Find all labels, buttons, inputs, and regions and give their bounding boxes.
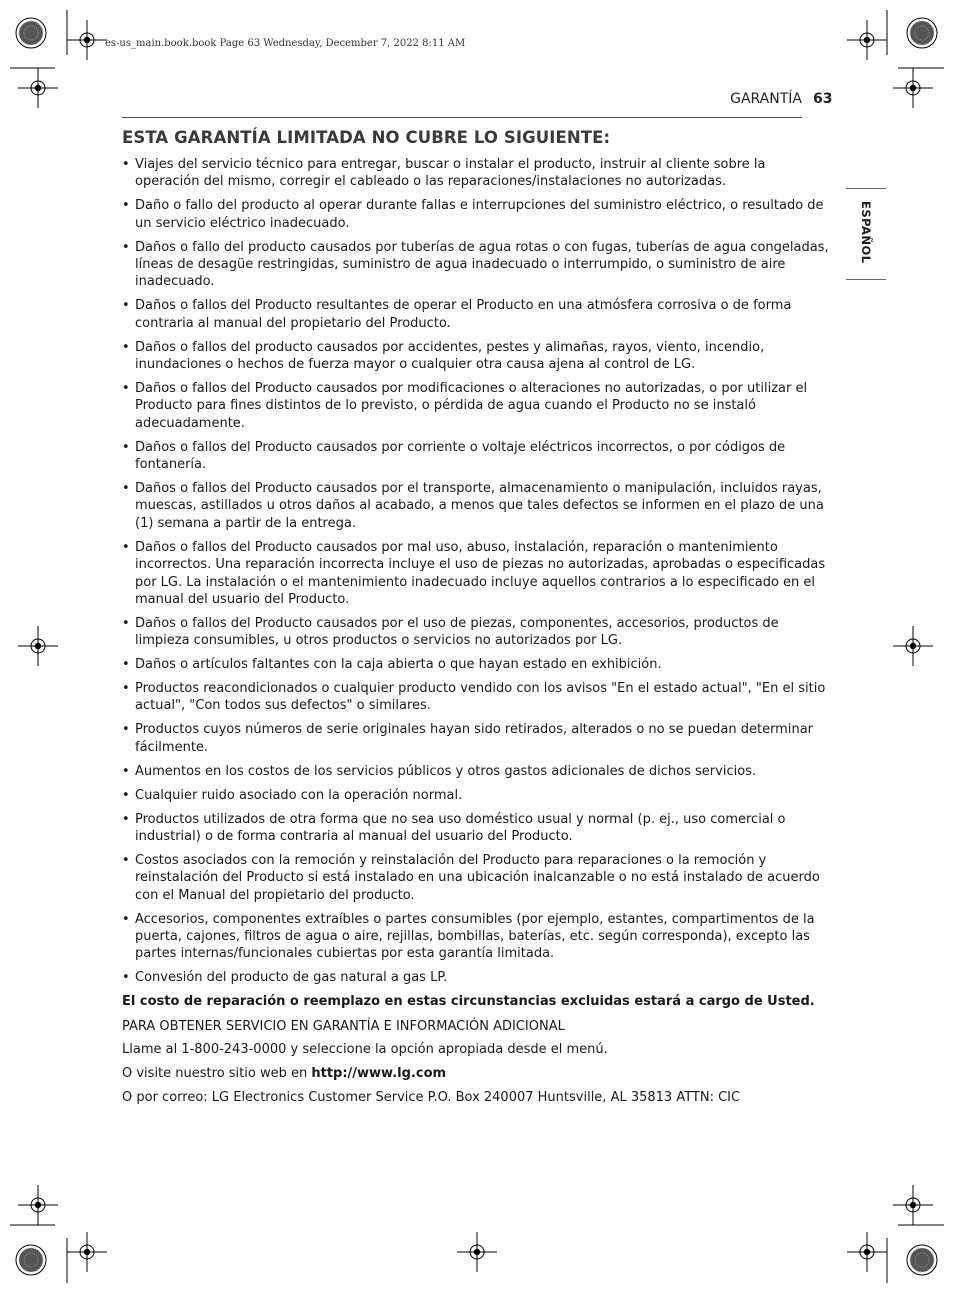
registration-mark [18, 68, 58, 108]
exclusions-list [122, 156, 834, 987]
page-title: ESTA GARANTÍA LIMITADA NO CUBRE LO SIGUIENTE: [122, 128, 611, 147]
registration-mark [893, 68, 933, 108]
list-item: • Productos reacondicionados o cualquier producto vendido con los avisos "En el estado actual", "En el sitio actual", "Con todos sus defectos" o similares. [122, 680, 834, 715]
registration-mark [847, 1232, 887, 1272]
registration-mark [893, 626, 933, 666]
list-item: • Daños o fallos del Producto causados por mal uso, abuso, instalación, reparación o mantenimiento incorrectos. Una reparación incorrecta incluye el uso de piezas no autorizadas, aprobadas o especificadas por LG. La instalación o el mantenimiento inadecuado incluye aquellos contrarios a lo especificado en el manual del usuario del Producto. [122, 539, 834, 609]
starburst-mark-top-left [16, 18, 46, 48]
registration-mark [893, 1185, 933, 1225]
list-item: • Daños o fallos del producto causados por accidentes, pestes y alimañas, rayos, viento, incendio, inundaciones o hechos de fuerza mayor o cualquier otra causa ajena al control de LG. [122, 339, 834, 374]
main-content [122, 128, 834, 1113]
list-item: • Viajes del servicio técnico para entregar, buscar o instalar el producto, instruir al cliente sobre la operación del mismo, corregir el cableado o las reparaciones/instalaciones no autorizadas. [122, 156, 834, 191]
list-item: • Daños o fallos del Producto causados por el transporte, almacenamiento o manipulación, incluidos rayas, muescas, astillados u otros daños al acabado, a menos que tales defectos se informen en el plazo de una (1) semana a partir de la entrega. [122, 480, 834, 532]
registration-mark [67, 20, 107, 60]
website-prefix: O visite nuestro sitio web en [122, 1066, 312, 1082]
service-heading: PARA OBTENER SERVICIO EN GARANTÍA E INFORMACIÓN ADICIONAL [122, 1018, 565, 1034]
list-item: • Costos asociados con la remoción y reinstalación del Producto para reparaciones o la remoción y reinstalación del Producto si está instalado en una ubicación inalcanzable o no está instalado de acuerdo con el Manual del propietario del producto. [122, 852, 834, 904]
list-item: • Daños o artículos faltantes con la caja abierta o que hayan estado en exhibición. [122, 656, 834, 673]
website-line [122, 1065, 834, 1082]
language-label: ESPAÑOL [859, 201, 873, 264]
starburst-mark-bottom-left [16, 1245, 46, 1275]
phone-line: Llame al 1-800-243-0000 y seleccione la opción apropiada desde el menú. [122, 1042, 608, 1058]
registration-mark [847, 20, 887, 60]
list-item: • Aumentos en los costos de los servicios públicos y otros gastos adicionales de dichos servicios. [122, 763, 834, 780]
list-item: • Daños o fallos del Producto causados por corriente o voltaje eléctricos incorrectos, o por códigos de fontanería. [122, 439, 834, 474]
cost-notice: El costo de reparación o reemplazo en estas circunstancias excluidas estará a cargo de Usted. [122, 994, 815, 1010]
list-item: • Daños o fallos del Producto causados por modificaciones o alteraciones no autorizadas, o por utilizar el Producto para fines distintos de lo previsto, o pérdida de agua cuando el Producto no se instaló adecuadamente. [122, 380, 834, 432]
registration-mark [18, 1185, 58, 1225]
starburst-mark-top-right [907, 18, 937, 48]
print-slug-line: es-us_main.book.book Page 63 Wednesday, December 7, 2022 8:11 AM [105, 38, 466, 49]
list-item: • Cualquier ruido asociado con la operación normal. [122, 787, 834, 804]
list-item: • Productos utilizados de otra forma que no sea uso doméstico usual y normal (p. ej., uso comercial o industrial) o de forma contraria al manual del usuario del Producto. [122, 811, 834, 846]
list-item: • Productos cuyos números de serie originales hayan sido retirados, alterados o no se puedan determinar fácilmente. [122, 721, 834, 756]
mail-line: O por correo: LG Electronics Customer Service P.O. Box 240007 Huntsville, AL 35813 ATTN: CIC [122, 1090, 741, 1106]
registration-mark [18, 626, 58, 666]
language-side-tab [846, 188, 886, 280]
page-number: 63 [813, 91, 833, 107]
list-item: • Daños o fallos del Producto causados por el uso de piezas, componentes, accesorios, productos de limpieza consumibles, u otros productos o servicios no autorizados por LG. [122, 615, 834, 650]
list-item: • Daño o fallo del producto al operar durante fallas e interrupciones del suministro eléctrico, o resultado de un servicio eléctrico inadecuado. [122, 197, 834, 232]
list-item: • Accesorios, componentes extraíbles o partes consumibles (por ejemplo, estantes, compartimentos de la puerta, cajones, filtros de agua o aire, rejillas, bombillas, baterías, etc. según corresponda), excepto las partes internas/funcionales cubiertas por esta garantía limitada. [122, 911, 834, 963]
registration-mark [457, 1232, 497, 1272]
website-link[interactable]: http://www.lg.com [311, 1066, 447, 1082]
starburst-mark-bottom-right [907, 1245, 937, 1275]
page-header [122, 90, 802, 118]
section-title: GARANTÍA [730, 91, 802, 107]
registration-mark [67, 1232, 107, 1272]
list-item: • Convesión del producto de gas natural a gas LP. [122, 969, 834, 986]
list-item: • Daños o fallo del producto causados por tuberías de agua rotas o con fugas, tuberías de agua congeladas, líneas de desagüe restringidas, suministro de agua inadecuado o interrumpido, o suministro de aire inadecuado. [122, 239, 834, 291]
list-item: • Daños o fallos del Producto resultantes de operar el Producto en una atmósfera corrosiva o de forma contraria al manual del propietario del Producto. [122, 297, 834, 332]
